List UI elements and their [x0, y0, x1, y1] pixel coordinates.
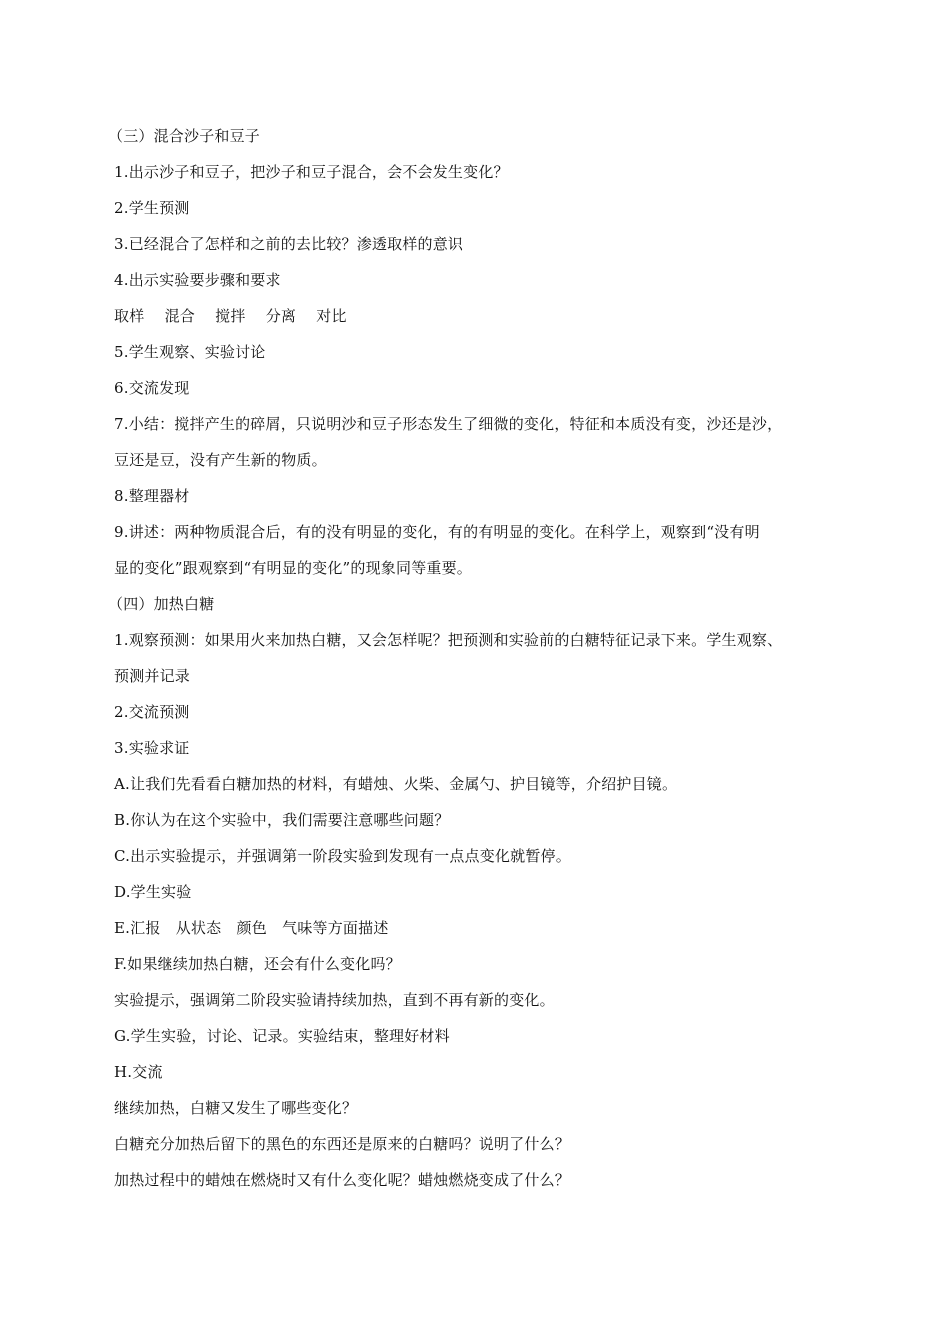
paragraph-line: 8.整理器材 [114, 487, 190, 505]
paragraph-line: C.出示实验提示，并强调第一阶段实验到发现有一点点变化就暂停。 [114, 847, 571, 865]
paragraph-line: 3.实验求证 [114, 739, 190, 757]
paragraph-line: 2.交流预测 [114, 703, 190, 721]
paragraph-line: 实验提示，强调第二阶段实验请持续加热，直到不再有新的变化。 [114, 991, 555, 1009]
paragraph-line: 9.讲述：两种物质混合后，有的没有明显的变化，有的有明显的变化。在科学上，观察到“没有明 [114, 523, 760, 541]
paragraph-line: G.学生实验，讨论、记录。实验结束，整理好材料 [114, 1027, 450, 1045]
paragraph-line: 显的变化”跟观察到“有明显的变化”的现象同等重要。 [114, 559, 473, 577]
document-page [108, 118, 854, 1198]
paragraph-line: 预测并记录 [114, 667, 191, 685]
paragraph-line: 5.学生观察、实验讨论 [114, 343, 266, 361]
paragraph-line: A.让我们先看看白糖加热的材料，有蜡烛、火柴、金属勺、护目镜等，介绍护目镜。 [114, 775, 678, 793]
section-heading-4: （四）加热白糖 [108, 595, 215, 613]
paragraph-line: 6.交流发现 [114, 379, 190, 397]
paragraph-line: 豆还是豆，没有产生新的物质。 [114, 451, 327, 469]
paragraph-line: 7.小结：搅拌产生的碎屑，只说明沙和豆子形态发生了细微的变化，特征和本质没有变，沙还是沙， [114, 415, 783, 433]
paragraph-line: F.如果继续加热白糖，还会有什么变化吗？ [114, 955, 401, 973]
paragraph-line: 1.观察预测：如果用火来加热白糖，又会怎样呢？把预测和实验前的白糖特征记录下来。学生观察、 [114, 631, 783, 649]
paragraph-line: B.你认为在这个实验中，我们需要注意哪些问题？ [114, 811, 450, 829]
paragraph-line: 4.出示实验要步骤和要求 [114, 271, 281, 289]
paragraph-line: 2.学生预测 [114, 199, 190, 217]
paragraph-line: 白糖充分加热后留下的黑色的东西还是原来的白糖吗？说明了什么？ [114, 1135, 571, 1153]
paragraph-line: D.学生实验 [114, 883, 192, 901]
paragraph-line: 3.已经混合了怎样和之前的去比较？渗透取样的意识 [114, 235, 464, 253]
paragraph-line: 1.出示沙子和豆子，把沙子和豆子混合，会不会发生变化？ [114, 163, 509, 181]
paragraph-line: E.汇报 从状态 颜色 气味等方面描述 [114, 919, 389, 937]
paragraph-line: 继续加热，白糖又发生了哪些变化？ [114, 1099, 358, 1117]
paragraph-line: H.交流 [114, 1063, 163, 1081]
section-heading-3: （三）混合沙子和豆子 [108, 127, 261, 145]
paragraph-line: 取样 混合 搅拌 分离 对比 [114, 307, 347, 325]
paragraph-line: 加热过程中的蜡烛在燃烧时又有什么变化呢？蜡烛燃烧变成了什么？ [114, 1171, 571, 1189]
